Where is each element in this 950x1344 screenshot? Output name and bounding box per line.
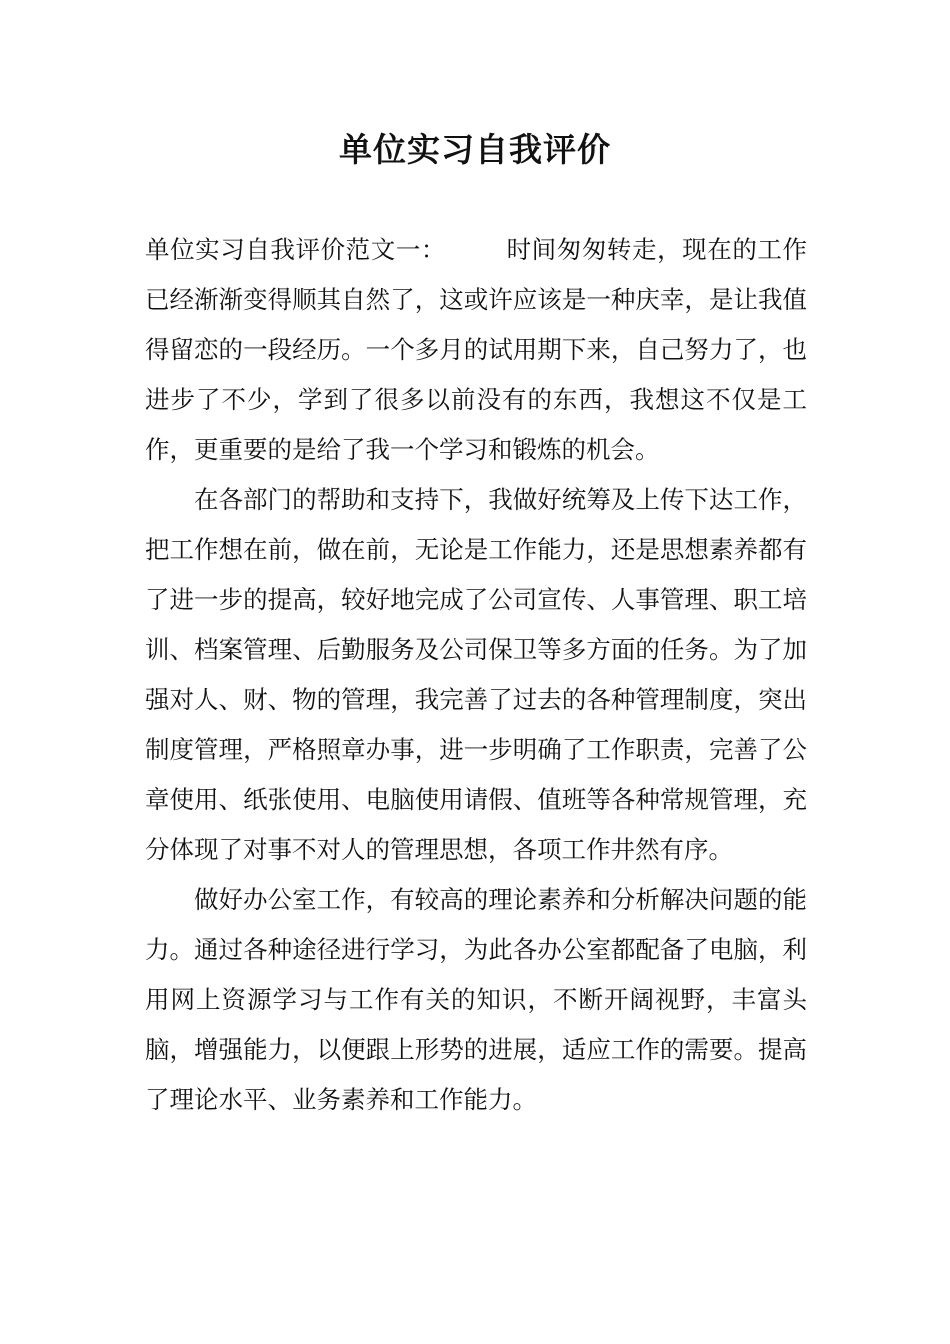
intro-label: 单位实习自我评价范文一： [145,235,446,264]
document-title: 单位实习自我评价 [339,130,611,169]
document-body [145,225,807,1125]
paragraph-3: 做好办公室工作，有较高的理论素养和分析解决问题的能力。通过各种途径进行学习，为此各办公室都配备了电脑，利用网上资源学习与工作有关的知识，不断开阔视野，丰富头脑，增强能力，以便跟上形势的进展，适应工作的需要。提高了理论水平、业务素养和工作能力。 [145,885,807,1114]
paragraph-1-text: 时间匆匆转走，现在的工作已经渐渐变得顺其自然了，这或许应该是一种庆幸，是让我值得留恋的一段经历。一个多月的试用期下来，自己努力了，也进步了不少，学到了很多以前没有的东西，我想这不仅是工作，更重要的是给了我一个学习和锻炼的机会。 [145,235,807,464]
paragraph-1 [145,225,807,475]
paragraph-2: 在各部门的帮助和支持下，我做好统筹及上传下达工作，把工作想在前，做在前，无论是工作能力，还是思想素养都有了进一步的提高，较好地完成了公司宣传、人事管理、职工培训、档案管理、后勤服务及公司保卫等多方面的任务。为了加强对人、财、物的管理，我完善了过去的各种管理制度，突出制度管理，严格照章办事，进一步明确了工作职责，完善了公章使用、纸张使用、电脑使用请假、值班等各种常规管理，充分体现了对事不对人的管理思想，各项工作井然有序。 [145,485,807,864]
